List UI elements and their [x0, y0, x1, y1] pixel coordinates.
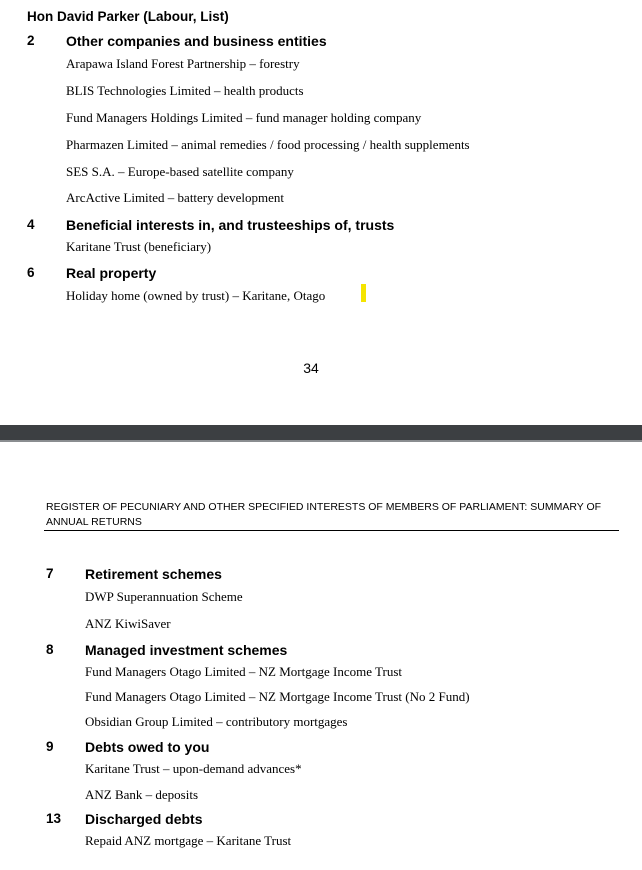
- page-separator-edge: [0, 440, 642, 442]
- member-name: Hon David Parker (Labour, List): [27, 9, 229, 24]
- entry-item: Holiday home (owned by trust) – Karitane, Otago: [66, 288, 326, 303]
- entry-item: ANZ KiwiSaver: [85, 616, 171, 631]
- section-number: 9: [46, 739, 54, 754]
- entry-item: DWP Superannuation Scheme: [85, 589, 243, 604]
- entry-item: Karitane Trust (beneficiary): [66, 239, 212, 254]
- section-number: 2: [27, 33, 35, 48]
- section-title: Beneficial interests in, and trusteeships of, trusts: [66, 217, 395, 233]
- section-title: Discharged debts: [85, 811, 203, 827]
- entry-item: BLIS Technologies Limited – health products: [66, 83, 304, 98]
- entry-item: SES S.A. – Europe-based satellite company: [66, 164, 294, 179]
- highlight-mark: [361, 284, 366, 302]
- section-title: Debts owed to you: [85, 739, 210, 755]
- entry-item: ANZ Bank – deposits: [85, 787, 199, 802]
- section-title: Retirement schemes: [85, 566, 222, 582]
- section-number: 6: [27, 265, 35, 280]
- section-title: Other companies and business entities: [66, 33, 327, 49]
- page-separator: [0, 425, 642, 440]
- entry-item: Arapawa Island Forest Partnership – forestry: [66, 56, 300, 71]
- running-header: REGISTER OF PECUNIARY AND OTHER SPECIFIED INTERESTS OF MEMBERS OF PARLIAMENT: SUMMARY OF ANNUAL RETURNS: [46, 501, 602, 528]
- entry-item: Obsidian Group Limited – contributory mortgages: [85, 714, 348, 729]
- entry-item: Fund Managers Otago Limited – NZ Mortgage Income Trust (No 2 Fund): [85, 689, 470, 704]
- header-rule: [44, 530, 619, 531]
- entry-item: ArcActive Limited – battery development: [66, 190, 285, 205]
- entry-item: Fund Managers Otago Limited – NZ Mortgage Income Trust: [85, 664, 403, 679]
- section-number: 7: [46, 566, 54, 581]
- section-number: 13: [46, 811, 62, 826]
- section-number: 4: [27, 217, 35, 232]
- entry-item: Fund Managers Holdings Limited – fund manager holding company: [66, 110, 422, 125]
- entry-item: Repaid ANZ mortgage – Karitane Trust: [85, 833, 292, 848]
- entry-item: Pharmazen Limited – animal remedies / food processing / health supplements: [66, 137, 470, 152]
- section-title: Real property: [66, 265, 157, 281]
- entry-item: Karitane Trust – upon-demand advances*: [85, 761, 302, 776]
- section-title: Managed investment schemes: [85, 642, 288, 658]
- section-number: 8: [46, 642, 54, 657]
- page-number: 34: [303, 360, 319, 376]
